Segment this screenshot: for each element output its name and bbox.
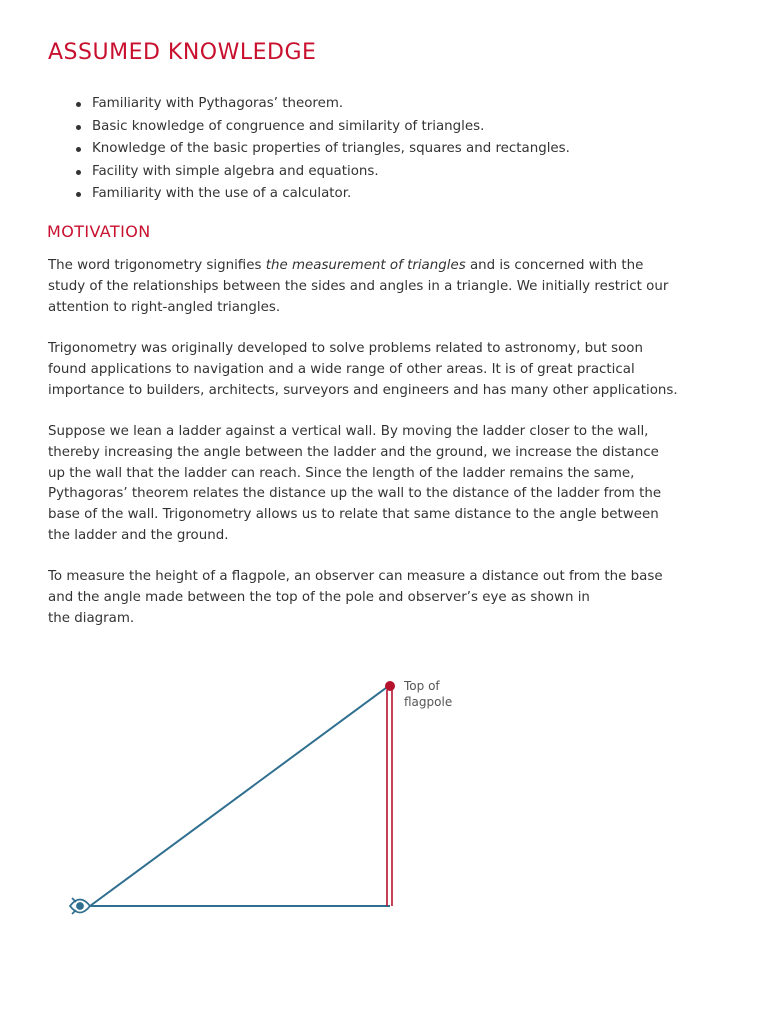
paragraph-line: up the wall that the ladder can reach. Since the length of the ladder remains the same, xyxy=(48,465,635,481)
paragraph-line: Suppose we lean a ladder against a vertical wall. By moving the ladder closer to the wall, xyxy=(48,424,649,439)
paragraph-line: and the angle made between the top of the pole and observer’s eye as shown in xyxy=(48,589,590,605)
paragraph-trigonometry-definition xyxy=(48,256,728,318)
sight-line xyxy=(90,685,390,906)
eye-icon xyxy=(70,898,90,914)
paragraph-line: attention to right-angled triangles. xyxy=(48,299,281,315)
text-run: The word trigonometry signifies xyxy=(48,258,266,273)
paragraph-line: Pythagoras’ theorem relates the distance up the wall to the distance of the ladder from the xyxy=(48,486,662,502)
motivation-heading: MOTIVATION xyxy=(47,222,151,241)
paragraph-line xyxy=(48,256,728,277)
paragraph-line: found applications to navigation and a wide range of other areas. It is of great practical xyxy=(48,361,635,377)
paragraph-line: importance to builders, architects, surveyors and engineers and has many other applications. xyxy=(48,382,678,398)
top-of-flagpole-label-line2: flagpole xyxy=(404,695,453,709)
paragraph-ladder xyxy=(48,422,728,547)
paragraph-line: thereby increasing the angle between the ladder and the ground, we increase the distance xyxy=(48,444,659,460)
list-item: Facility with simple algebra and equations. xyxy=(92,161,570,184)
list-item: Basic knowledge of congruence and similarity of triangles. xyxy=(92,116,570,139)
paragraph-line: the ladder and the ground. xyxy=(48,527,229,543)
paragraph-line: study of the relationships between the sides and angles in a triangle. We initially restrict our xyxy=(48,278,669,294)
top-of-flagpole-label-line1: Top of xyxy=(404,679,440,693)
paragraph-flagpole xyxy=(48,567,728,629)
emphasis-text: the measurement of triangles xyxy=(265,258,466,273)
list-item: Knowledge of the basic properties of triangles, squares and rectangles. xyxy=(92,138,570,161)
list-item: Familiarity with Pythagoras’ theorem. xyxy=(92,93,570,116)
assumed-knowledge-heading: ASSUMED KNOWLEDGE xyxy=(48,40,317,65)
paragraph-history xyxy=(48,339,728,401)
text-run: and is concerned with the xyxy=(465,258,644,273)
assumed-knowledge-list xyxy=(50,93,570,206)
paragraph-line: Trigonometry was originally developed to solve problems related to astronomy, but soon xyxy=(48,341,643,356)
flagpole-top-dot xyxy=(385,681,395,691)
list-item: Familiarity with the use of a calculator. xyxy=(92,183,570,206)
paragraph-line: base of the wall. Trigonometry allows us to relate that same distance to the angle between xyxy=(48,507,659,523)
paragraph-line: the diagram. xyxy=(48,610,135,626)
flagpole-diagram xyxy=(0,660,768,960)
paragraph-line: To measure the height of a flagpole, an observer can measure a distance out from the base xyxy=(48,569,663,584)
